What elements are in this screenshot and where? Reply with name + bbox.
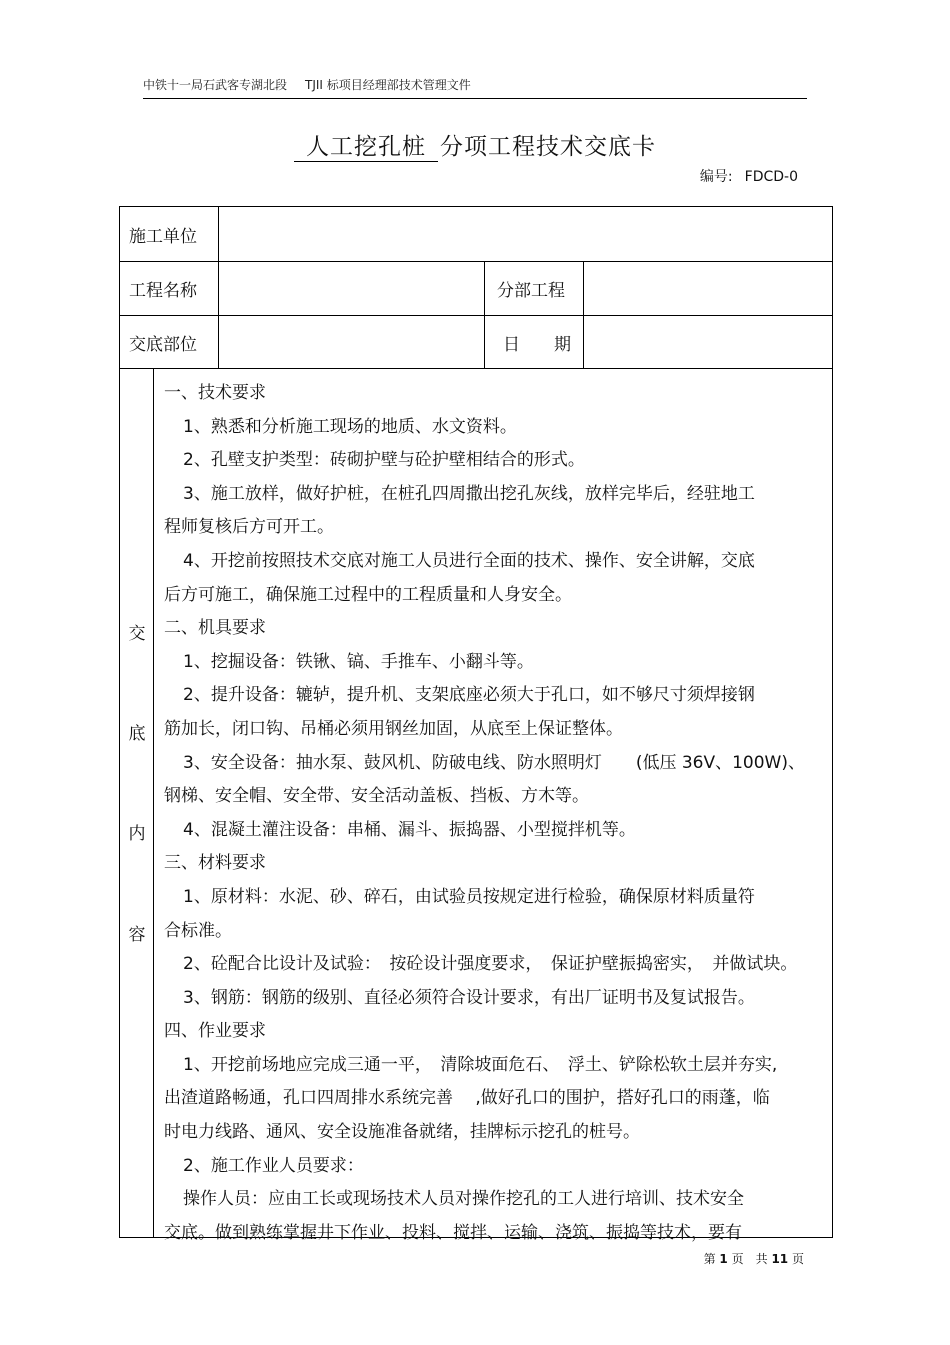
- page-header: [143, 76, 807, 99]
- content-line: 3、钢筋：钢筋的级别、直径必须符合设计要求，有出厂证明书及复试报告。: [183, 987, 755, 1008]
- content-line: 1、熟悉和分析施工现场的地质、水文资料。: [183, 416, 517, 437]
- content-line: 3、安全设备：抽水泵、鼓风机、防破电线、防水照明灯 (低压 36V、100W)、: [183, 752, 806, 773]
- title-underlined: 人工挖孔桩: [294, 128, 438, 162]
- date-value: [583, 316, 832, 368]
- content-line: 4、混凝土灌注设备：串桶、漏斗、振捣器、小型搅拌机等。: [183, 819, 636, 840]
- division-value: [583, 262, 832, 315]
- footer-mid: 页 共: [731, 1252, 768, 1266]
- project-label: 工程名称: [129, 281, 197, 301]
- content-line: 一、技术要求: [164, 383, 266, 403]
- page-footer: [704, 1250, 804, 1267]
- division-label: 分部工程: [484, 262, 583, 315]
- content-line: 合标准。: [164, 920, 232, 941]
- content-line: 四、作业要求: [164, 1021, 266, 1042]
- side-char: 交: [128, 624, 146, 644]
- disclosure-table: [119, 206, 833, 1243]
- content-line: 程师复核后方可开工。: [164, 517, 334, 538]
- content-line: 4、开挖前按照技术交底对施工人员进行全面的技术、操作、安全讲解，交底: [183, 550, 755, 571]
- side-char: 内: [128, 824, 146, 844]
- content-side-label: [120, 369, 154, 1237]
- content-line: 2、提升设备：辘轳，提升机、支架底座必须大于孔口，如不够尺寸须焊接钢: [183, 685, 755, 706]
- table-row-project: [120, 262, 832, 316]
- location-label: 交底部位: [129, 334, 197, 355]
- content-line: 1、挖掘设备：铁锹、镐、手推车、小翻斗等。: [183, 651, 534, 672]
- header-doc: TJII 标项目经理部技术管理文件: [305, 78, 471, 92]
- content-line: 操作人员：应由工长或现场技术人员对操作挖孔的工人进行培训、技术安全: [183, 1189, 744, 1210]
- content-line: 2、砼配合比设计及试验： 按砼设计强度要求， 保证护壁振捣密实， 并做试块。: [183, 954, 798, 975]
- footer-page-number: 1: [719, 1252, 728, 1266]
- content-line: 二、机具要求: [164, 618, 266, 639]
- content-line: 2、孔壁支护类型：砖砌护壁与砼护壁相结合的形式。: [183, 450, 585, 471]
- unit-label: 施工单位: [129, 226, 197, 247]
- date-label: 日 期: [484, 316, 583, 368]
- disclosure-content: [164, 377, 824, 1250]
- side-char: 底: [128, 724, 146, 744]
- table-row-unit: [120, 207, 832, 262]
- content-line: 3、施工放样，做好护桩，在桩孔四周撒出挖孔灰线，放样完毕后，经驻地工: [183, 483, 755, 504]
- side-char: 容: [128, 925, 146, 945]
- footer-post: 页: [791, 1252, 804, 1266]
- doc-number: [700, 166, 798, 186]
- table-row-location: [120, 316, 832, 369]
- content-line: 后方可施工，确保施工过程中的工程质量和人身安全。: [164, 584, 572, 605]
- location-value: [218, 316, 484, 368]
- content-line: 钢梯、安全帽、安全带、安全活动盖板、挡板、方木等。: [164, 786, 589, 807]
- content-line: 交底。做到熟练掌握井下作业、投料、搅拌、运输、浇筑、振捣等技术，要有: [164, 1222, 742, 1243]
- content-line: 三、材料要求: [164, 853, 266, 874]
- title-rest: 分项工程技术交底卡: [440, 134, 656, 160]
- project-value: [218, 262, 484, 315]
- doc-number-value: FDCD-0: [744, 169, 798, 185]
- doc-number-label: 编号:: [699, 169, 733, 185]
- footer-total-pages: 11: [771, 1252, 789, 1266]
- unit-value: [218, 207, 832, 261]
- header-org: 中铁十一局石武客专湖北段: [143, 78, 288, 92]
- content-line: 1、原材料：水泥、砂、碎石，由试验员按规定进行检验，确保原材料质量符: [183, 886, 755, 907]
- page-title: [0, 128, 950, 162]
- content-line: 时电力线路、通风、安全设施准备就绪，挂牌标示挖孔的桩号。: [164, 1122, 640, 1143]
- content-line: 1、开挖前场地应完成三通一平， 清除坡面危石、 浮土、铲除松软土层并夯实,: [183, 1054, 778, 1075]
- content-line: 筋加长，闭口钩、吊桶必须用钢丝加固，从底至上保证整体。: [164, 718, 623, 739]
- content-line: 出渣道路畅通，孔口四周排水系统完善 ,做好孔口的围护，搭好孔口的雨蓬，临: [164, 1088, 770, 1109]
- footer-pre: 第: [703, 1252, 716, 1266]
- content-line: 2、施工作业人员要求：: [183, 1155, 364, 1176]
